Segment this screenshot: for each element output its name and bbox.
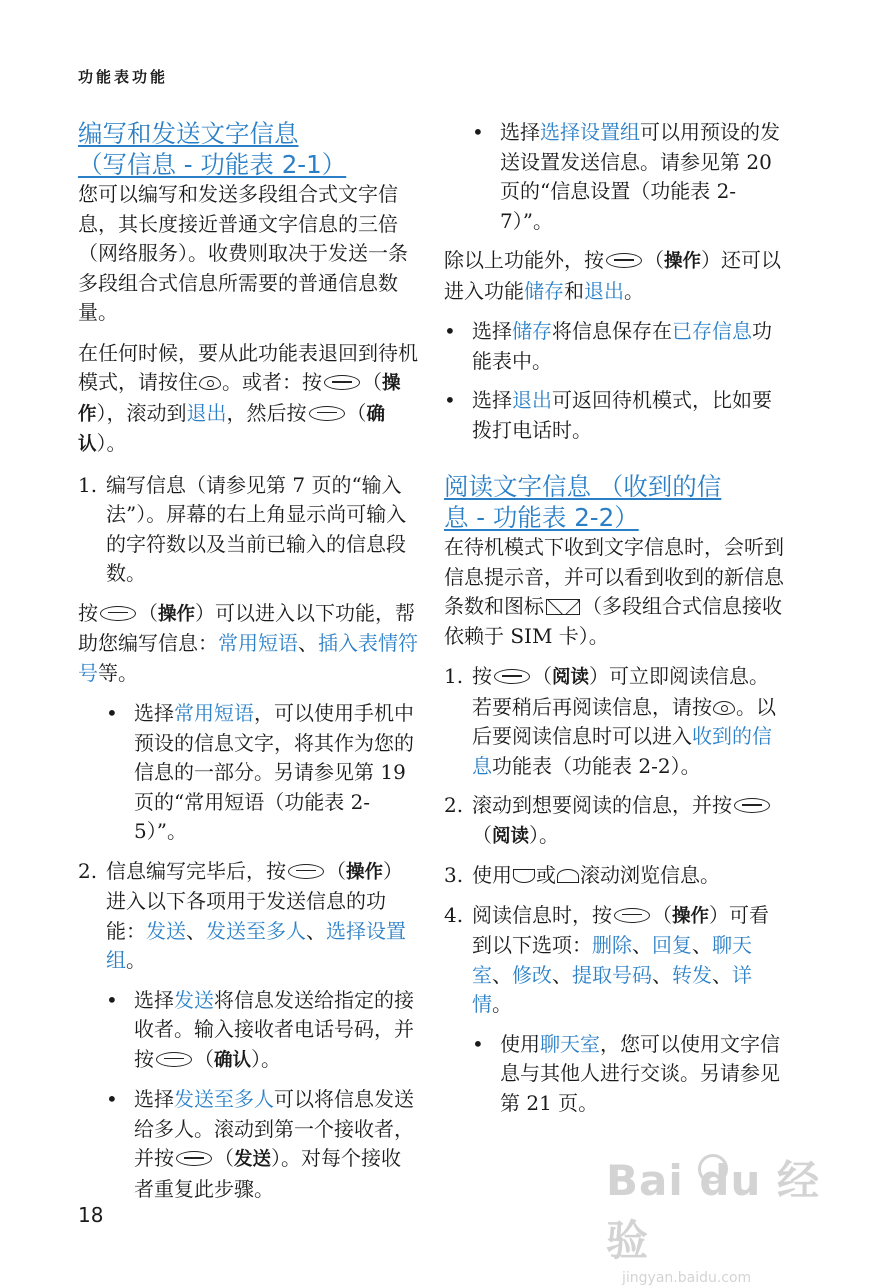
bullet-dot: •	[106, 701, 118, 725]
text: 功能表（功能表 2-2）。	[492, 753, 701, 778]
text: ）。对每个接收者重复此步骤。	[134, 1146, 402, 1201]
exit-link[interactable]: 退出	[186, 400, 227, 425]
text: ）。	[529, 822, 560, 847]
bullet-text	[134, 1085, 420, 1204]
bullet-common-phrases	[106, 699, 420, 847]
text: （	[644, 248, 664, 272]
text: 滚动到想要阅读的信息，并按	[472, 793, 732, 817]
step-number: 2.	[78, 858, 98, 883]
heading-line-1: 编写和发送文字信息	[78, 119, 299, 148]
text: （	[652, 902, 672, 927]
text: 等。	[98, 660, 138, 685]
page-number: 18	[78, 1203, 104, 1227]
text: 在待机模式下收到文字信息时，会听到信息提示音，并可以看到收到的新信息条数和图标	[444, 535, 784, 618]
send-to-many-link[interactable]: 发送至多人	[174, 1087, 274, 1111]
text: 选择	[134, 701, 174, 725]
bullet-chat	[472, 1030, 784, 1119]
text: （	[214, 1146, 234, 1170]
bullet-dot: •	[106, 1087, 118, 1111]
baidu-watermark	[606, 1148, 836, 1286]
bullet-text	[500, 118, 784, 236]
chat-link[interactable]: 聊天室	[540, 1031, 600, 1056]
section-heading-read	[444, 471, 784, 533]
heading-line-2: 息 - 功能表 2-2）	[444, 503, 639, 532]
text: 选择	[134, 987, 174, 1012]
text: 功能表中。	[472, 319, 772, 373]
selection-key-icon	[288, 864, 324, 879]
options-label: 操作	[346, 861, 384, 883]
text: 。	[624, 278, 644, 303]
selection-key-icon	[176, 1151, 212, 1166]
paw-logo-icon	[698, 1154, 728, 1184]
text: ）进入以下各项用于发送信息的功能：	[106, 858, 404, 943]
bullet-dot: •	[106, 987, 118, 1012]
text: 、	[712, 962, 732, 987]
bullet-text	[134, 699, 420, 847]
step-2	[78, 857, 420, 976]
step-text: 编写信息（请参见第 7 页的“输入法”）。屏幕的右上角显示尚可输入的字符数以及当前已输入的信息段数。	[106, 472, 407, 585]
selection-key-icon	[494, 669, 530, 684]
text: ）。	[96, 431, 127, 455]
forward-link[interactable]: 转发	[672, 962, 712, 987]
send-link[interactable]: 发送	[174, 987, 214, 1012]
heading-line-1: 阅读文字信息 （收到的信	[444, 472, 722, 501]
watermark-logo: Bai du 经验	[606, 1156, 820, 1265]
intro-paragraph: 您可以编写和发送多段组合式文字信息，其长度接近普通文字信息的三倍（网络服务）。收费则取决于发送一条多段组合式信息所需要的普通信息数量。	[78, 182, 408, 324]
text: 按	[78, 600, 98, 625]
text: 和	[564, 278, 584, 303]
text: 将信息保存在	[552, 319, 672, 343]
saved-items-link[interactable]: 已存信息	[672, 319, 752, 343]
chat-link[interactable]: 聊天室	[472, 933, 752, 987]
text: 、	[186, 918, 206, 943]
text: 、	[652, 962, 672, 987]
read-step-3	[444, 861, 784, 891]
common-phrases-link[interactable]: 常用短语	[174, 701, 254, 725]
text: 选择	[472, 388, 512, 412]
step-number: 3.	[444, 863, 464, 887]
confirm-label: 确认	[78, 403, 386, 455]
bullet-text	[500, 1030, 784, 1119]
options-label: 操作	[158, 603, 196, 625]
end-key-icon	[713, 701, 735, 715]
running-header: 功能表功能	[78, 68, 169, 86]
bullet-sending-profile	[472, 118, 784, 236]
text: 按	[472, 664, 492, 688]
text: 可以用预设的发送设置发送信息。请参见第 20 页的“信息设置（功能表 2-7）”。	[500, 120, 780, 233]
selection-key-icon	[606, 253, 642, 268]
extra-functions-paragraph	[444, 246, 784, 306]
selection-key-icon	[309, 406, 345, 421]
text: ）可立即阅读信息。若要稍后再阅读信息，请按	[472, 664, 770, 719]
send-to-many-link[interactable]: 发送至多人	[206, 918, 306, 943]
text: 使用	[472, 863, 512, 887]
options-label: 操作	[78, 373, 401, 425]
bullet-text	[472, 386, 784, 445]
step-text	[106, 857, 420, 976]
insert-smiley-link[interactable]: 插入表情符号	[78, 631, 418, 685]
selection-key-icon	[100, 606, 136, 621]
text: （	[472, 822, 492, 847]
inbox-link[interactable]: 收到的信息	[472, 724, 772, 778]
bullet-dot: •	[444, 388, 456, 412]
text: ）可看到以下选项：	[472, 902, 770, 957]
bullet-dot: •	[444, 319, 456, 343]
text: 可返回待机模式，比如要拨打电话时。	[472, 388, 772, 442]
bullet-send-to-many	[106, 1085, 420, 1204]
text: 。	[492, 992, 512, 1016]
scroll-down-icon	[513, 869, 535, 883]
common-phrases-link[interactable]: 常用短语	[218, 631, 298, 655]
text: ，然后按	[226, 400, 307, 425]
step-text	[472, 662, 784, 781]
text: 除以上功能外，按	[444, 248, 604, 272]
text: 选择	[500, 120, 540, 144]
step-number: 2.	[444, 793, 464, 817]
confirm-label: 确认	[214, 1049, 252, 1071]
bullet-send	[106, 986, 420, 1076]
send-link[interactable]: 发送	[146, 918, 186, 943]
text: 信息编写完毕后，按	[106, 858, 286, 883]
step-1-options	[78, 599, 420, 689]
read-step-1	[444, 662, 784, 781]
text: 、	[552, 962, 572, 987]
text: 、	[632, 933, 652, 957]
text: 。以后要阅读信息时可以进入	[472, 694, 776, 748]
text: （	[194, 1046, 214, 1071]
text: ，可以使用手机中预设的信息文字，将其作为您的信息的一部分。另请参见第 19 页的“常用短语（功能表 2-5）”。	[134, 701, 414, 843]
save-link[interactable]: 储存	[524, 278, 564, 303]
text: 选择	[134, 1087, 174, 1111]
text: 可以将信息发送给多人。滚动到第一个接收者，并按	[134, 1087, 414, 1170]
step-number: 1.	[78, 472, 98, 497]
edit-link[interactable]: 修改	[512, 962, 552, 987]
sending-profile-link[interactable]: 选择设置组	[540, 120, 640, 144]
text: （	[346, 400, 367, 425]
bullet-dot: •	[472, 1031, 484, 1056]
text: 或	[536, 863, 556, 887]
read-label: 阅读	[552, 667, 590, 688]
text: （	[138, 600, 158, 625]
step-number: 1.	[444, 664, 464, 688]
text: 。	[126, 948, 146, 972]
step-text	[472, 791, 784, 851]
text: （	[362, 370, 382, 394]
text: 使用	[500, 1031, 540, 1056]
heading-line-2: （写信息 - 功能表 2-1）	[78, 150, 347, 179]
text: （	[532, 664, 552, 688]
bullet-text	[134, 986, 420, 1076]
selection-key-icon	[324, 375, 360, 390]
delete-link[interactable]: 删除	[592, 933, 632, 957]
text: ，您可以使用文字信息与其他人进行交谈。另请参见第 21 页。	[500, 1031, 780, 1115]
envelope-icon	[546, 599, 580, 615]
options-label: 操作	[664, 251, 702, 272]
step-text	[472, 901, 784, 1020]
bullet-exit	[444, 386, 784, 445]
text: 、	[692, 933, 712, 957]
reply-link[interactable]: 回复	[652, 933, 692, 957]
send-label: 发送	[234, 1149, 272, 1170]
read-label: 阅读	[492, 825, 530, 847]
exit-paragraph	[78, 339, 420, 460]
read-step-4	[444, 901, 784, 1020]
bullet-save	[444, 317, 784, 376]
use-number-link[interactable]: 提取号码	[572, 962, 652, 987]
text: 滚动浏览信息。	[580, 863, 720, 887]
selection-key-icon	[734, 798, 770, 813]
bullet-text	[472, 317, 784, 376]
text: 选择	[472, 319, 512, 343]
exit-link[interactable]: 退出	[584, 278, 624, 303]
watermark-url: jingyan.baidu.com	[622, 1270, 752, 1286]
text: 阅读信息时，按	[472, 902, 612, 927]
receive-paragraph	[444, 533, 784, 651]
step-number: 4.	[444, 902, 464, 927]
text: 在任何时候，要从此功能表退回到待机模式，请按住	[78, 340, 418, 394]
section-heading-write	[78, 118, 420, 180]
text: ）。	[251, 1046, 282, 1071]
text: ）可以进入以下功能，帮助您编写信息：	[78, 600, 416, 655]
right-column	[444, 118, 784, 1128]
end-key-icon	[199, 376, 221, 390]
text: ）还可以进入功能	[444, 248, 782, 303]
text: 。或者：按	[222, 370, 322, 394]
read-step-2	[444, 791, 784, 851]
selection-key-icon	[614, 908, 650, 923]
exit-link[interactable]: 退出	[512, 388, 552, 412]
save-link[interactable]: 储存	[512, 319, 552, 343]
step-1	[78, 471, 420, 589]
text: 将信息发送给指定的接收者。输入接收者电话号码，并按	[134, 987, 414, 1071]
left-column	[78, 118, 420, 1214]
text: （多段组合式信息接收依赖于 SIM 卡）。	[444, 594, 782, 648]
options-label: 操作	[672, 905, 710, 927]
bullet-dot: •	[472, 120, 484, 144]
scroll-up-icon	[557, 869, 579, 883]
text: 、	[492, 962, 512, 987]
text: 、	[306, 918, 326, 943]
details-link[interactable]: 详情	[472, 962, 752, 1016]
text: 、	[298, 631, 318, 655]
sending-profile-link[interactable]: 选择设置组	[106, 918, 406, 972]
selection-key-icon	[156, 1052, 192, 1067]
text: （	[326, 858, 346, 883]
text: ），滚动到	[96, 400, 187, 425]
step-text	[472, 861, 784, 891]
